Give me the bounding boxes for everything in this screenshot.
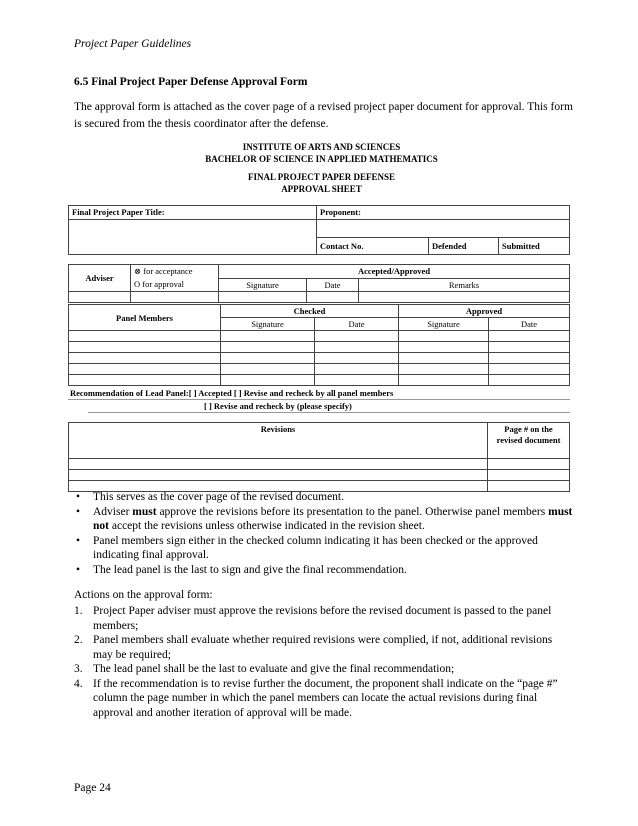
adviser-remarks-cell[interactable] (359, 291, 570, 302)
action-number: 2. (74, 634, 83, 646)
note-emphasis: must (132, 505, 157, 518)
date-header: Date (307, 278, 359, 291)
running-header: Project Paper Guidelines (74, 38, 192, 50)
panel-cell[interactable] (315, 364, 399, 375)
approved-signature-header: Signature (399, 318, 489, 331)
panel-cell[interactable] (221, 364, 315, 375)
panel-cell[interactable] (399, 375, 489, 386)
page-number: Page 24 (74, 782, 111, 794)
panel-name-cell[interactable] (69, 342, 221, 353)
form-title-line: FINAL PROJECT PAPER DEFENSE (248, 172, 395, 182)
action-text: Project Paper adviser must approve the revisions before the revised document is passed to the panel members; (93, 605, 552, 632)
panel-cell[interactable] (489, 375, 570, 386)
title-label: Final Project Paper Title: (69, 206, 317, 220)
checked-signature-header: Signature (221, 318, 315, 331)
revision-cell[interactable] (69, 459, 488, 470)
panel-cell[interactable] (399, 364, 489, 375)
action-number: 3. (74, 663, 83, 675)
note-text: accept the revisions unless otherwise indicated in the revision sheet. (108, 520, 425, 532)
intro-paragraph: The approval form is attached as the cover page of a revised project paper document for approval. This form is secured from the thesis coordinator after the defense. (74, 101, 573, 130)
submitted-label: Submitted (499, 238, 570, 255)
note-text: Adviser (93, 505, 133, 518)
panel-name-cell[interactable] (69, 331, 221, 342)
bullet-icon: • (76, 534, 81, 547)
panel-name-cell[interactable] (69, 353, 221, 364)
adviser-signature-cell[interactable] (219, 291, 307, 302)
institute-heading (74, 141, 569, 165)
panel-table (68, 304, 570, 386)
for-approval-option[interactable]: O for approval (131, 278, 219, 291)
panel-cell[interactable] (489, 342, 570, 353)
checked-header: Checked (221, 305, 399, 318)
signature-header: Signature (219, 278, 307, 291)
adviser-label: Adviser (69, 265, 131, 292)
panel-cell[interactable] (489, 364, 570, 375)
form-title (74, 171, 569, 195)
action-number: 1. (74, 605, 83, 617)
note-item (74, 490, 574, 505)
form-subtitle-line: APPROVAL SHEET (281, 184, 362, 194)
note-emphasis: must not (93, 505, 573, 532)
adviser-blank-cell (131, 291, 219, 302)
action-item (74, 604, 574, 633)
title-table (68, 205, 570, 255)
page-cell[interactable] (488, 470, 570, 481)
defended-label: Defended (429, 238, 499, 255)
actions-title: Actions on the approval form: (74, 589, 213, 601)
revision-row (69, 459, 570, 470)
section-heading: 6.5 Final Project Paper Defense Approval Form (74, 76, 308, 88)
divider (68, 399, 570, 400)
panel-row (69, 364, 570, 375)
panel-cell[interactable] (315, 342, 399, 353)
revisions-table (68, 422, 570, 492)
title-field[interactable] (69, 220, 317, 255)
panel-name-cell[interactable] (69, 364, 221, 375)
panel-cell[interactable] (315, 375, 399, 386)
approved-date-header: Date (489, 318, 570, 331)
page-number-header: Page # on the revised document (488, 423, 570, 459)
action-item (74, 677, 574, 721)
panel-cell[interactable] (399, 331, 489, 342)
action-text: If the recommendation is to revise further the document, the proponent shall indicate on the “page #” column the page number in which the panel members can locate the actual revisions during final approval and another iteration of approval will be made. (93, 677, 558, 719)
divider (88, 412, 570, 413)
note-text: This serves as the cover page of the revised document. (93, 491, 344, 503)
institute-line: INSTITUTE OF ARTS AND SCIENCES (242, 142, 401, 152)
panel-name-cell[interactable] (69, 375, 221, 386)
panel-cell[interactable] (221, 342, 315, 353)
panel-cell[interactable] (221, 353, 315, 364)
bullet-icon: • (76, 563, 81, 576)
panel-cell[interactable] (315, 331, 399, 342)
for-acceptance-option[interactable]: ⊗ for acceptance (131, 265, 219, 279)
notes-list (74, 490, 574, 577)
adviser-blank-cell (69, 291, 131, 302)
proponent-field[interactable] (317, 220, 570, 238)
panel-cell[interactable] (489, 331, 570, 342)
revision-cell[interactable] (69, 470, 488, 481)
action-number: 4. (74, 677, 83, 690)
panel-row (69, 342, 570, 353)
revision-row (69, 470, 570, 481)
contact-label: Contact No. (317, 238, 429, 255)
panel-cell[interactable] (221, 375, 315, 386)
proponent-label: Proponent: (317, 206, 570, 220)
note-item (74, 505, 574, 534)
panel-cell[interactable] (315, 353, 399, 364)
panel-row (69, 353, 570, 364)
adviser-table (68, 264, 570, 303)
panel-row (69, 331, 570, 342)
action-text: Panel members shall evaluate whether required revisions were complied, if not, additional revisions may be required; (93, 634, 553, 661)
panel-cell[interactable] (399, 353, 489, 364)
action-item (74, 662, 574, 677)
adviser-date-cell[interactable] (307, 291, 359, 302)
accepted-approved-header: Accepted/Approved (219, 265, 570, 279)
approved-header: Approved (399, 305, 570, 318)
note-item (74, 563, 574, 578)
revisions-header: Revisions (69, 423, 488, 459)
panel-cell[interactable] (399, 342, 489, 353)
recommendation-line-1: Recommendation of Lead Panel:[ ] Accepted [ ] Revise and recheck by all panel members (70, 388, 394, 398)
recommendation-line-2: [ ] Revise and recheck by (please specify) (204, 401, 352, 411)
panel-cell[interactable] (489, 353, 570, 364)
page-cell[interactable] (488, 459, 570, 470)
panel-row (69, 375, 570, 386)
recommendation-block (70, 387, 570, 413)
bullet-icon: • (76, 491, 81, 503)
note-text: Panel members sign either in the checked column indicating it has been checked or the approved indicating final approval. (93, 534, 538, 561)
note-text: approve the revisions before its presentation to the panel. Otherwise panel members (156, 505, 549, 518)
action-item (74, 633, 574, 662)
checked-date-header: Date (315, 318, 399, 331)
note-text: The lead panel is the last to sign and give the final recommendation. (93, 563, 407, 576)
action-text: The lead panel shall be the last to evaluate and give the final recommendation; (93, 663, 455, 675)
panel-members-header: Panel Members (69, 305, 221, 331)
program-line: BACHELOR OF SCIENCE IN APPLIED MATHEMATICS (205, 154, 438, 164)
note-item (74, 534, 574, 563)
actions-list (74, 604, 574, 720)
bullet-icon: • (76, 505, 81, 518)
panel-cell[interactable] (221, 331, 315, 342)
remarks-header: Remarks (359, 278, 570, 291)
